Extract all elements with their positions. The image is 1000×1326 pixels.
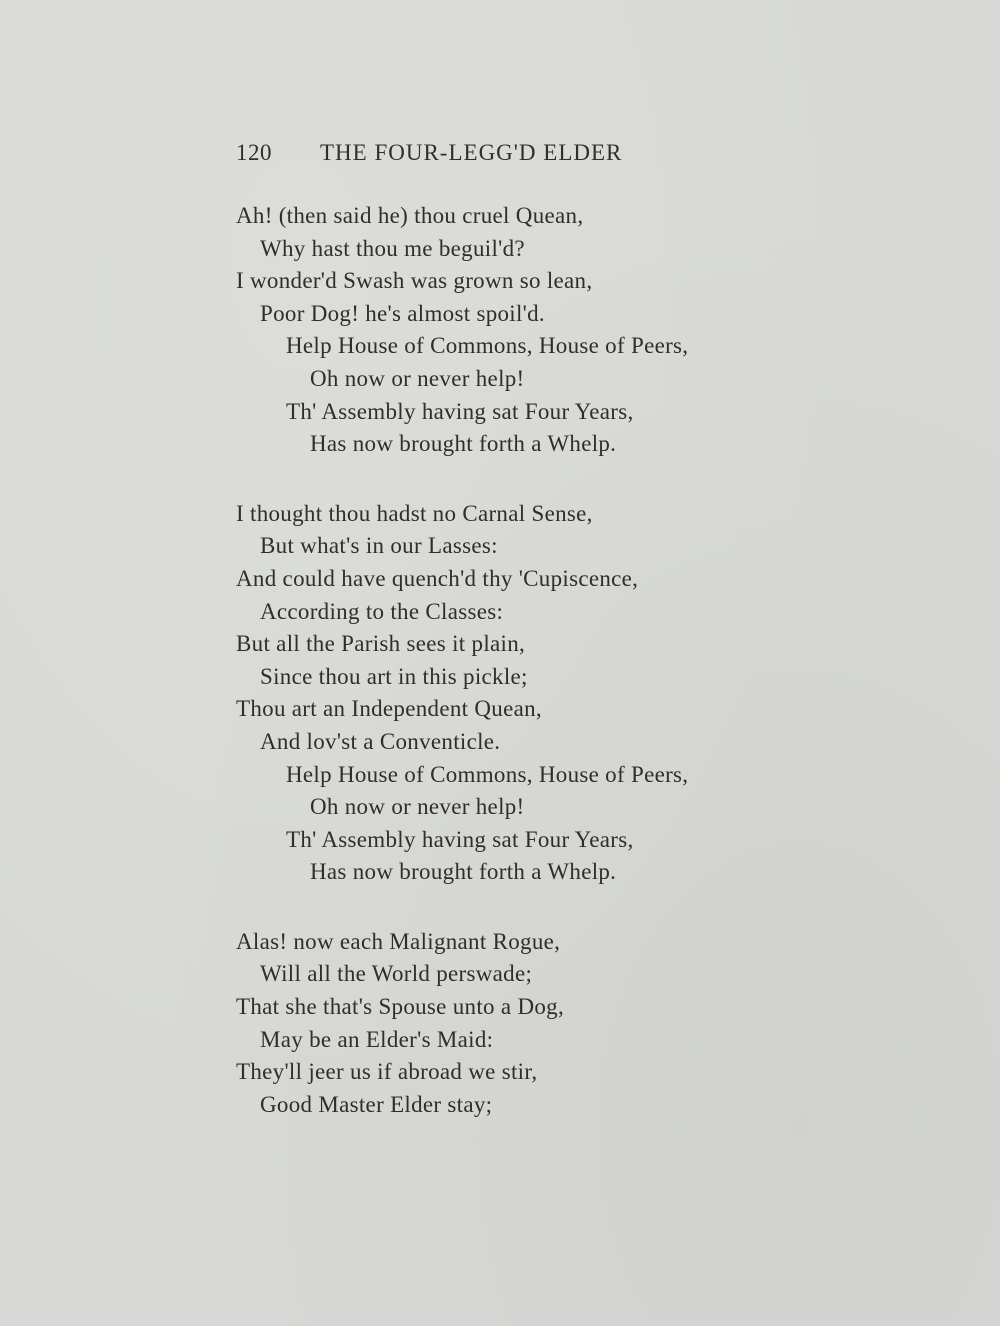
poem-line: Since thou art in this pickle; (260, 663, 528, 689)
poem-line: Th' Assembly having sat Four Years, (286, 826, 634, 852)
poem-line: Oh now or never help! (310, 365, 525, 391)
poem-line: Good Master Elder stay; (260, 1091, 493, 1117)
poem-line: According to the Classes: (260, 598, 504, 624)
stanza (236, 926, 776, 1122)
poem-line: Th' Assembly having sat Four Years, (286, 398, 634, 424)
poem-line: Thou art an Independent Quean, (236, 696, 542, 722)
poem-line: Will all the World perswade; (260, 961, 533, 987)
poem-line: But what's in our Lasses: (260, 533, 498, 559)
poem-line: That she that's Spouse unto a Dog, (236, 994, 564, 1020)
poem-line: Ah! (then said he) thou cruel Quean, (236, 203, 584, 228)
poem-line: May be an Elder's Maid: (260, 1026, 494, 1052)
poem-line: Poor Dog! he's almost spoil'd. (260, 300, 545, 326)
poem-line: And lov'st a Conventicle. (260, 728, 501, 754)
poem-line: Why hast thou me beguil'd? (260, 235, 525, 261)
poem-line: Help House of Commons, House of Peers, (286, 333, 689, 359)
poem-body (236, 200, 776, 1158)
poem-line: Has now brought forth a Whelp. (310, 431, 617, 457)
poem-line: I wonder'd Swash was grown so lean, (236, 268, 593, 294)
poem-line: They'll jeer us if abroad we stir, (236, 1059, 538, 1085)
poem-line: Oh now or never help! (310, 794, 525, 820)
poem-line: And could have quench'd thy 'Cupiscence, (236, 565, 639, 591)
poem-line: But all the Parish sees it plain, (236, 631, 526, 657)
page-header (236, 140, 676, 172)
page-number: 120 (236, 140, 272, 165)
poem-line: Help House of Commons, House of Peers, (286, 761, 689, 787)
poem-line: Alas! now each Malignant Rogue, (236, 928, 561, 954)
running-title: THE FOUR-LEGG'D ELDER (320, 140, 623, 165)
stanza (236, 498, 776, 889)
stanza (236, 200, 776, 461)
poem-line: I thought thou hadst no Carnal Sense, (236, 500, 593, 526)
poem-line: Has now brought forth a Whelp. (310, 859, 617, 885)
